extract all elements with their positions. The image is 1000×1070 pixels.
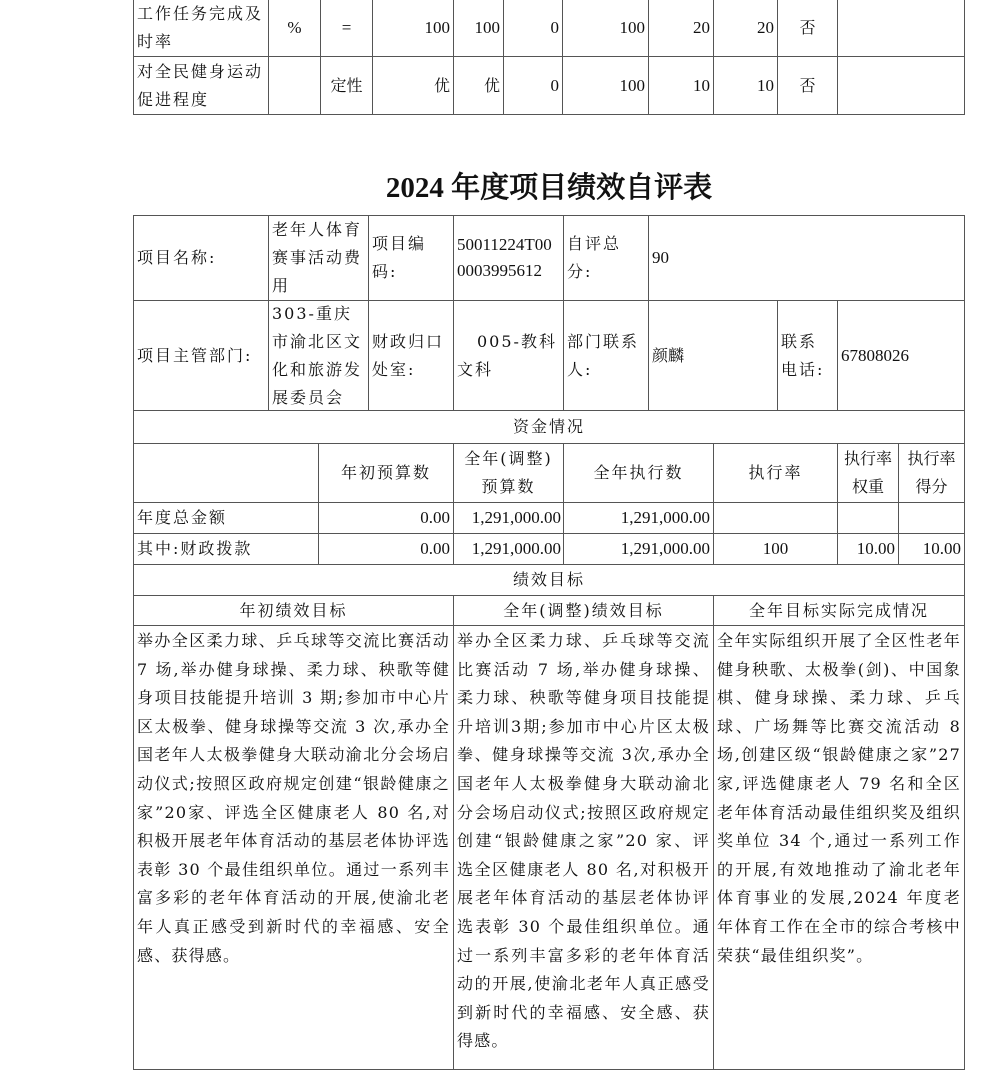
funding-row-label — [133, 533, 319, 565]
target-text: 优 — [433, 75, 450, 95]
indicator-unit — [268, 56, 321, 115]
unit-text: % — [287, 18, 302, 37]
indicator-actual — [453, 56, 504, 115]
value-text: 1,291,000.00 — [471, 539, 561, 558]
header-text: 全年(调整)绩效目标 — [503, 600, 664, 620]
completion-rate-text: 100 — [619, 75, 645, 95]
header-text: 全年执行数 — [593, 463, 684, 482]
goals-header-initial — [133, 595, 454, 626]
label-text: 项目主管部门: — [137, 345, 253, 365]
project-name-value — [268, 215, 369, 301]
header-text: 执行率得分 — [907, 449, 956, 496]
funding-header-executed — [563, 443, 714, 503]
funding-header-initial — [318, 443, 454, 503]
header-text: 全年目标实际完成情况 — [748, 600, 929, 620]
indicator-completion-rate — [562, 56, 649, 115]
indicator-deviation — [503, 0, 563, 57]
funding-initial — [318, 533, 454, 565]
indicator-target — [372, 0, 454, 57]
indicator-score — [713, 0, 778, 57]
indicator-deduct — [777, 0, 838, 57]
value-text: 0.00 — [420, 539, 450, 558]
indicator-name-text: 工作任务完成及时率 — [137, 4, 264, 51]
weight-text: 10 — [693, 75, 710, 95]
indicator-weight — [648, 56, 714, 115]
value-text: 0.00 — [420, 508, 450, 527]
funding-header-adjusted — [453, 443, 564, 503]
indicator-deduct — [777, 56, 838, 115]
dept-value — [268, 300, 369, 411]
value-text: 1,291,000.00 — [471, 508, 561, 527]
funding-section-title — [133, 410, 965, 444]
indicator-actual — [453, 0, 504, 57]
label-text: 项目编码: — [372, 234, 427, 281]
funding-score — [898, 502, 965, 534]
funding-initial — [318, 502, 454, 534]
value-text: 100 — [762, 539, 789, 558]
operator-text: = — [341, 18, 352, 37]
deduct-text: 否 — [799, 75, 816, 95]
indicator-name — [133, 0, 269, 57]
funding-row-label — [133, 502, 319, 534]
indicator-note — [837, 0, 965, 57]
value-text: 1,291,000.00 — [620, 539, 710, 558]
score-text: 20 — [757, 18, 774, 37]
target-text: 100 — [424, 18, 450, 37]
goals-initial-text: 举办全区柔力球、乒乓球等交流比赛活动 7 场,举办健身球操、柔力球、秧歌等健身项目技能提升培训 3 期;参加市中心片区太极拳、健身球操等交流 3 次,承办全国老年人太极拳健身大联动渝北分会场启动仪式;按照区政府规定创建“银龄健康之家”20家、评选全区健康老人 80 名,对积极开展老年体育活动的基层老体协评选表彰 30 个最佳组织单位。通过一系列丰富多彩的老年体育活动的开展,使渝北老年人真正感受到新时代的幸福感、安全感、获得感。 — [133, 625, 454, 1070]
goals-section-title — [133, 564, 965, 596]
label-text: 联系电话: — [781, 331, 825, 379]
indicator-target — [372, 56, 454, 115]
goals-header-actual — [713, 595, 965, 626]
deduct-text: 否 — [799, 18, 816, 37]
label-text: 财政归口处室: — [372, 331, 445, 379]
goals-adjusted-text: 举办全区柔力球、乒乓球等交流比赛活动 7 场,举办健身球操、柔力球、秧歌等健身项目技能提升培训3期;参加市中心片区太极拳、健身球操等交流 3次,承办全国老年人太极拳健身大联动渝北分会场启动仪式;按照区政府规定创建“银龄健康之家”20 家、评选全区健康老人 80 名,对积极开展老年体育活动的基层老体协评选表彰 30 个最佳组织单位。通过一系列丰富多彩的老年体育活动的开展,使渝北老年人真正感受到新时代的幸福感、安全感、获得感。 — [453, 625, 714, 1070]
row-label-text: 其中:财政拨款 — [137, 539, 253, 558]
actual-text: 优 — [483, 75, 500, 95]
project-code-value — [453, 215, 564, 301]
indicator-deviation — [503, 56, 563, 115]
self-score-label — [563, 215, 649, 301]
weight-text: 20 — [693, 18, 710, 37]
header-text: 执行率 — [748, 463, 803, 482]
funding-adjusted — [453, 533, 564, 565]
funding-header-score — [898, 443, 965, 503]
section-title-text: 资金情况 — [512, 417, 585, 436]
funding-executed — [563, 533, 714, 565]
value-text: 1,291,000.00 — [620, 508, 710, 527]
indicator-completion-rate — [562, 0, 649, 57]
page-title: 2024 年度项目绩效自评表 — [385, 172, 713, 204]
indicator-note — [837, 56, 965, 115]
label-text: 自评总分: — [567, 234, 622, 281]
project-code-label — [368, 215, 454, 301]
value-text: 90 — [652, 248, 669, 267]
value-text: 老年人体育赛事活动费用 — [272, 220, 363, 295]
indicator-operator — [320, 56, 373, 115]
funding-rate — [713, 533, 838, 565]
deviation-text: 0 — [550, 75, 559, 95]
funding-weight — [837, 502, 899, 534]
value-text: 颜麟 — [652, 345, 685, 365]
phone-value — [837, 300, 965, 411]
value-text: 10.00 — [922, 539, 961, 558]
value-text: 10.00 — [856, 539, 895, 558]
indicator-name-text: 对全民健身运动促进程度 — [137, 61, 264, 109]
label-text: 项目名称: — [137, 248, 217, 267]
indicator-score — [713, 56, 778, 115]
project-name-label — [133, 215, 269, 301]
actual-text: 100 — [474, 18, 500, 37]
contact-value — [648, 300, 778, 411]
operator-text: 定性 — [330, 75, 363, 95]
finance-office-label — [368, 300, 454, 411]
completion-rate-text: 100 — [619, 18, 645, 37]
funding-header-weight — [837, 443, 899, 503]
self-score-value — [648, 215, 965, 301]
section-title-text: 绩效目标 — [512, 570, 585, 589]
deviation-text: 0 — [550, 18, 559, 37]
contact-label — [563, 300, 649, 411]
indicator-unit — [268, 0, 321, 57]
label-text: 部门联系人: — [567, 331, 640, 379]
header-text: 执行率权重 — [843, 449, 892, 496]
header-text: 年初绩效目标 — [239, 600, 348, 620]
goals-header-adjusted — [453, 595, 714, 626]
row-label-text: 年度总金额 — [137, 508, 228, 527]
indicator-name — [133, 56, 269, 115]
value-text: 303-重庆市渝北区文化和旅游发展委员会 — [272, 303, 363, 407]
funding-weight — [837, 533, 899, 565]
value-text: 67808026 — [841, 345, 909, 365]
indicator-operator — [320, 0, 373, 57]
phone-label — [777, 300, 838, 411]
dept-label — [133, 300, 269, 411]
header-text: 全年(调整)预算数 — [464, 449, 553, 496]
funding-header-rate — [713, 443, 838, 503]
value-text: 005-教科文科 — [457, 331, 557, 379]
funding-header-blank — [133, 443, 319, 503]
finance-office-value — [453, 300, 564, 411]
score-text: 10 — [757, 75, 774, 95]
value-text: 50011224T000003995612 — [457, 235, 552, 280]
header-text: 年初预算数 — [340, 463, 431, 482]
funding-adjusted — [453, 502, 564, 534]
funding-score — [898, 533, 965, 565]
funding-executed — [563, 502, 714, 534]
funding-rate — [713, 502, 838, 534]
goals-actual-text: 全年实际组织开展了全区性老年健身秧歌、太极拳(剑)、中国象棋、健身球操、柔力球、乒乓球、广场舞等比赛交流活动 8 场,创建区级“银龄健康之家”27 家,评选健康老人 79 名和全区老年体育活动最佳组织奖及组织奖单位 34 个,通过一系列工作的开展,有效地推动了渝北老年体育事业的发展,2024 年度老年体育工作在全市的综合考核中荣获“最佳组织奖”。 — [713, 625, 965, 1070]
indicator-weight — [648, 0, 714, 57]
